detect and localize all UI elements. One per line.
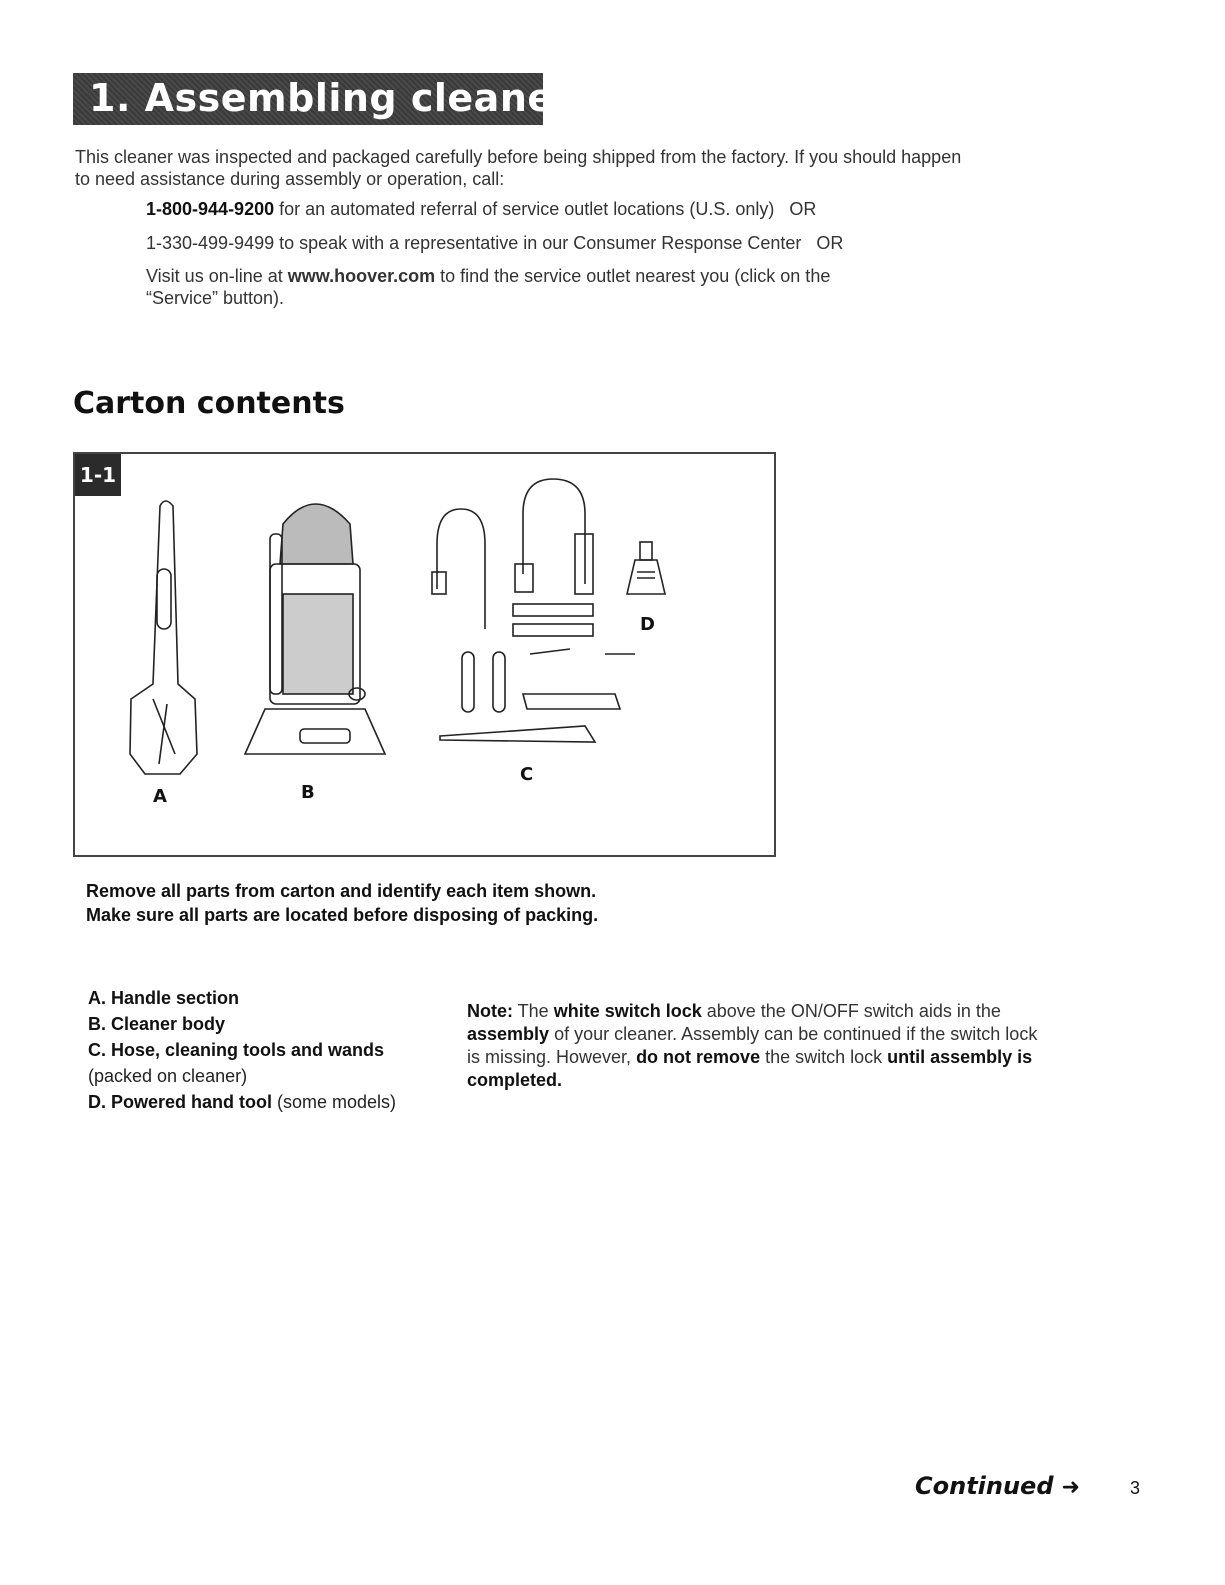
note-paragraph — [467, 1000, 1047, 1092]
website-suffix: to find the service outlet nearest you (click on the “Service” button). — [146, 266, 831, 308]
contact-text-automated: for an automated referral of service outlet locations (U.S. only) — [274, 199, 775, 219]
figure-tag: 1-1 — [75, 454, 121, 496]
phone-number-representative: 1-330-499-9499 — [146, 233, 275, 253]
phone-number-automated: 1-800-944-9200 — [146, 199, 275, 219]
intro-paragraph: This cleaner was inspected and packaged carefully before being shipped from the factory. If you should happen to need assistance during assembly or operation, call: — [75, 147, 962, 189]
section-title-banner — [73, 73, 573, 125]
note-emphasis: assembly — [467, 1024, 550, 1044]
page-number: 3 — [1130, 1478, 1141, 1498]
part-c-label: C. Hose, cleaning tools and wands — [88, 1040, 385, 1060]
handle-section-illustration — [130, 501, 197, 774]
caption-line-1: Remove all parts from carton and identify each item shown. — [86, 881, 597, 901]
contact-or: OR — [789, 199, 817, 219]
arrow-right-icon: ➜ — [1061, 1475, 1080, 1500]
part-d-label: D. Powered hand tool — [88, 1092, 273, 1112]
part-c-detail: (packed on cleaner) — [88, 1066, 248, 1086]
cleaner-body-illustration — [245, 504, 385, 754]
part-a-label: A. Handle section — [88, 988, 240, 1008]
continued-label — [915, 1472, 1080, 1500]
continued-text: Continued — [915, 1472, 1054, 1500]
section-title: 1. Assembling cleaner — [89, 76, 573, 120]
contact-or: OR — [816, 233, 844, 253]
list-item — [88, 1089, 448, 1115]
part-d-detail: (some models) — [272, 1092, 397, 1112]
note-emphasis: do not remove — [636, 1047, 761, 1067]
powered-hand-tool-illustration — [627, 542, 665, 594]
label-d: D — [640, 614, 655, 635]
note-emphasis: until assembly is completed. — [467, 1047, 1033, 1090]
website-line — [146, 265, 866, 309]
list-item — [88, 985, 448, 1011]
label-a: A — [153, 786, 167, 807]
note-text: The — [513, 1001, 554, 1021]
figure-caption — [86, 879, 598, 927]
note-text: of your cleaner. Assembly can be continued if the switch lock is missing. However, — [467, 1024, 1038, 1067]
label-b: B — [301, 782, 315, 803]
parts-list — [88, 985, 448, 1115]
list-item — [88, 1037, 448, 1089]
caption-line-2: Make sure all parts are located before disposing of packing. — [86, 905, 599, 925]
website-link[interactable]: www.hoover.com — [287, 266, 436, 286]
label-c: C — [520, 764, 534, 785]
contact-text-representative: to speak with a representative in our Consumer Response Center — [274, 233, 802, 253]
hose-tools-wands-illustration — [432, 479, 635, 742]
website-prefix: Visit us on-line at — [146, 266, 288, 286]
note-emphasis: white switch lock — [553, 1001, 702, 1021]
note-text: the switch lock — [760, 1047, 888, 1067]
note-text: above the ON/OFF switch aids in the — [701, 1001, 1001, 1021]
note-label: Note: — [467, 1001, 513, 1021]
list-item — [88, 1011, 448, 1037]
carton-contents-heading: Carton contents — [73, 386, 345, 421]
part-b-label: B. Cleaner body — [88, 1014, 226, 1034]
contact-line-automated — [146, 199, 816, 220]
figure-carton-contents — [73, 452, 776, 857]
parts-illustration — [75, 454, 775, 856]
contact-line-representative — [146, 233, 843, 254]
